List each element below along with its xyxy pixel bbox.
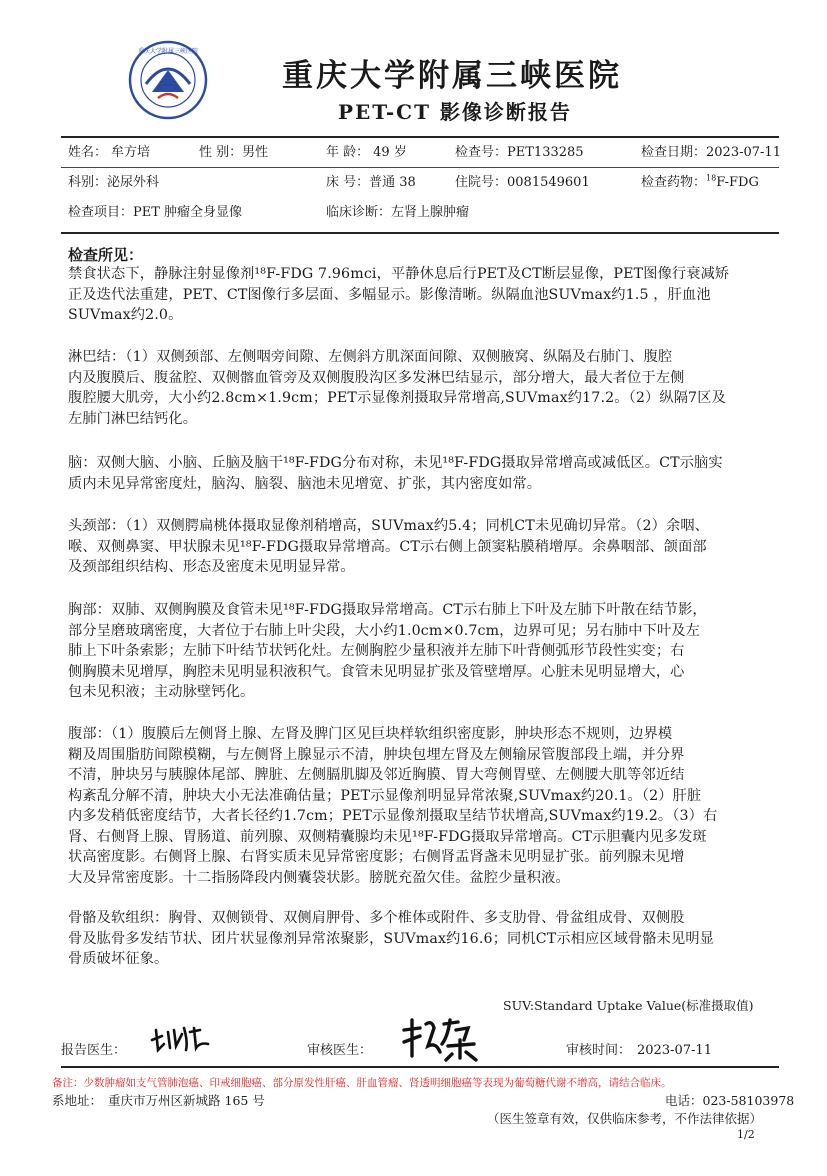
patient-age: 年 龄： 49 岁 (326, 145, 407, 160)
text-line: 禁食状态下，静脉注射显像剂¹⁸F-FDG 7.96mci，平静休息后行PET及CT断层显像，PET图像行衰减矫 (68, 266, 730, 282)
text-line: 骨及肱骨多发结节状、团片状显像剂异常浓聚影，SUVmax约16.6；同机CT示相应区域骨骼未见明显 (68, 930, 715, 947)
disclaimer: 备注：少数肿瘤如支气管肺泡癌、印戒细胞癌、部分原发性肝癌、肝血管瘤、肾透明细胞癌等表现为葡萄糖代谢不增高，请结合临床。 (52, 1077, 672, 1089)
findings-chest (68, 600, 788, 703)
reporter-signature (148, 1022, 212, 1054)
text-line: 部分呈磨玻璃密度，大者位于右肺上叶尖段，大小约1.0cm×0.7cm，边界可见；另右肺中下叶及左 (68, 622, 700, 639)
inpatient-number: 住院号：0081549601 (455, 175, 590, 190)
text-line: 喉、双侧鼻窦、甲状腺未见¹⁸F-FDG摄取异常增高。CT示右侧上颌窦粘膜稍增厚。余鼻咽部、颌面部 (68, 538, 707, 555)
department: 科别：泌尿外科 (68, 175, 160, 190)
text-line: 状高密度影。右侧肾上腺、右肾实质未见异常密度影；右侧肾盂肾盏未见明显扩张。前列腺未见增 (68, 849, 685, 865)
hospital-logo (128, 40, 208, 120)
text-line: 肾、右侧肾上腺、胃肠道、前列腺、双侧精囊腺均未见¹⁸F-FDG摄取异常增高。CT示胆囊内见多发斑 (68, 828, 707, 845)
reviewer-label: 审核医生： (307, 1043, 373, 1058)
clinical-diagnosis: 临床诊断：左肾上腺肿瘤 (326, 205, 470, 220)
phone: 电话：023-58103978 (665, 1093, 795, 1108)
svg-text:重庆大学附属三峡医院: 重庆大学附属三峡医院 (137, 48, 199, 55)
page-number: 1/2 (737, 1128, 755, 1141)
text-line: 正及迭代法重建，PET、CT图像行多层面、多幅显示。影像清晰。纵隔血池SUVmax约1.5 ，肝血池 (68, 286, 711, 303)
footer-divider (61, 1066, 779, 1068)
text-line: 内多发稍低密度结节，大者长径约1.7cm；PET示显像剂摄取呈结节状增高,SUVmax约19.2。（3）右 (68, 808, 718, 824)
text-line: 糊及周围脂肪间隙模糊，与左侧肾上腺显示不清，肿块包埋左肾及左侧输尿管腹部段上端，并分界 (68, 746, 685, 763)
address: 系地址： 重庆市万州区新城路 165 号 (52, 1093, 265, 1108)
text-line: SUVmax约2.0。 (68, 307, 183, 323)
text-line: 构紊乱分解不清，肿块大小无法准确估量；PET示显像剂明显异常浓聚,SUVmax约20.1。（2）肝脏 (68, 787, 702, 804)
text-line: 肺上下叶条索影；左肺下叶结节状钙化灶。左侧胸腔少量积液并左肺下叶背侧弧形节段性实变；右 (68, 643, 685, 659)
text-line: 骨质破坏征象。 (68, 951, 169, 967)
info-divider (61, 167, 779, 168)
validity-note: （医生签章有效，仅供临床参考，不作法律依据） (487, 1111, 763, 1126)
exam-drug: 检查药物：$^{18}$F-FDG (641, 173, 759, 190)
text-line: 质内未见异常密度灶，脑沟、脑裂、脑池未见增宽、扩张，其内密度如常。 (68, 475, 542, 492)
text-line: 及颈部组织结构、形态及密度未见明显异常。 (68, 559, 355, 575)
text-line: 胸部：双肺、双侧胸膜及食管未见¹⁸F-FDG摄取异常增高。CT示右肺上下叶及左肺下叶散在结节影， (68, 602, 707, 618)
review-time: 审核时间： 2023-07-11 (566, 1043, 712, 1058)
findings-bone-soft-tissue (68, 908, 788, 970)
text-line: 腹腔腰大肌旁，大小约2.8cm×1.9cm；PET示显像剂摄取异常增高,SUVmax约17.2。（2）纵隔7区及 (68, 390, 726, 406)
findings-lymph-nodes (68, 347, 788, 429)
report-title: PET-CT 影像诊断报告 (338, 100, 572, 124)
text-line: 包未见积液；主动脉壁钙化。 (68, 684, 255, 700)
patient-name: 姓名： 牟方培 (68, 145, 151, 160)
findings-divider (61, 232, 779, 234)
reporter-label: 报告医生： (61, 1043, 127, 1058)
findings-heading: 检查所见： (68, 246, 144, 264)
reviewer-signature (398, 1016, 480, 1062)
suv-note: SUV:Standard Uptake Value(标准摄取值) (503, 998, 754, 1013)
findings-abdomen (68, 724, 788, 888)
findings-brain (68, 453, 788, 494)
hospital-name: 重庆大学附属三峡医院 (282, 58, 622, 94)
findings-head-neck (68, 516, 788, 578)
exam-item: 检查项目：PET 肿瘤全身显像 (68, 205, 243, 220)
text-line: 大及异常密度影。十二指肠降段内侧囊袋状影。膀胱充盈欠佳。盆腔少量积液。 (68, 869, 570, 886)
exam-date: 检查日期：2023-07-11 (641, 145, 781, 160)
text-line: 腹部：（1）腹膜后左侧肾上腺、左肾及脾门区见巨块样软组织密度影，肿块形态不规则，边界模 (68, 726, 673, 742)
text-line: 左肺门淋巴结钙化。 (68, 410, 198, 427)
text-line: 内及腹膜后、腹盆腔、双侧髂血管旁及双侧腹股沟区多发淋巴结显示，部分增大，最大者位于左侧 (68, 369, 685, 386)
text-line: 淋巴结：（1）双侧颈部、左侧咽旁间隙、左侧斜方肌深面间隙、双侧腋窝、纵隔及右肺门、腹腔 (68, 349, 673, 365)
text-line: 脑：双侧大脑、小脑、丘脑及脑干¹⁸F-FDG分布对称，未见¹⁸F-FDG摄取异常增高或减低区。CT示脑实 (68, 455, 723, 471)
text-line: 侧胸膜未见增厚，胸腔未见明显积液积气。食管未见明显扩张及管壁增厚。心脏未见明显增大，心 (68, 663, 685, 680)
bed-number: 床 号：普通 38 (326, 175, 416, 190)
text-line: 头颈部：（1）双侧腭扁桃体摄取显像剂稍增高，SUVmax约5.4；同机CT未见确切异常。（2）余咽、 (68, 518, 710, 534)
text-line: 不清，肿块另与胰腺体尾部、脾脏、左侧膈肌脚及邻近胸膜、胃大弯侧胃壁、左侧腰大肌等邻近结 (68, 767, 685, 783)
exam-number: 检查号：PET133285 (455, 145, 584, 160)
text-line: 骨骼及软组织：胸骨、双侧锁骨、双侧肩胛骨、多个椎体或附件、多支肋骨、骨盆组成骨、双侧股 (68, 910, 685, 926)
header-divider (61, 136, 779, 138)
patient-sex: 性 别：男性 (199, 145, 269, 160)
findings-general (68, 264, 788, 326)
